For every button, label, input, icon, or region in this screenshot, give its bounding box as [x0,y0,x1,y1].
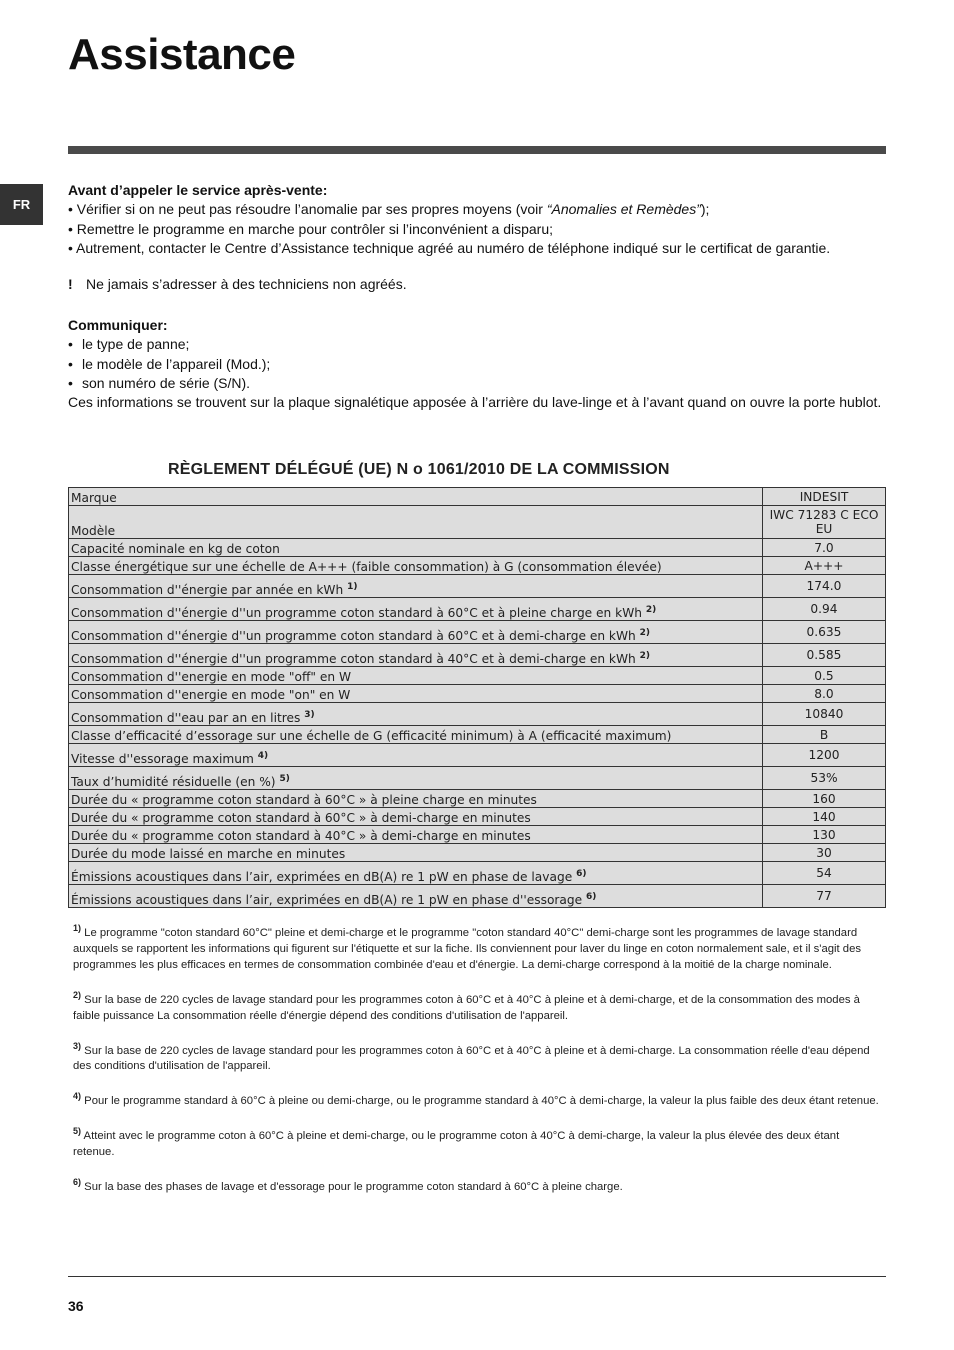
footnote [73,920,883,973]
footnote-ref: 1) [347,581,358,592]
table-row [69,667,886,685]
row-label [69,621,763,644]
communicate-section [68,316,888,412]
row-label [69,744,763,767]
table-row [69,575,886,598]
table-row [69,844,886,862]
bullet-text: le type de panne; [82,336,190,353]
table-row [69,644,886,667]
row-value: 0.635 [763,621,886,644]
page-number: 36 [68,1298,84,1314]
row-label [69,808,763,826]
row-label-text: Durée du mode laissé en marche en minutes [71,847,346,861]
table-row [69,539,886,557]
row-label-text: Consommation d''eau par an en litres [71,711,301,725]
row-value: 77 [763,885,886,908]
row-label [69,685,763,703]
footnote-mark: 5) [73,1126,82,1137]
table-row [69,621,886,644]
row-label [69,598,763,621]
row-value: 174.0 [763,575,886,598]
row-label [69,667,763,685]
row-label-text: Consommation d''énergie d''un programme coton standard à 40°C et à demi-charge en kWh [71,652,636,666]
row-label-text: Classe énergétique sur une échelle de A+++ (faible consommation) à G (consommation élevée) [71,560,662,574]
row-label [69,844,763,862]
row-value: 0.585 [763,644,886,667]
footnote-text: Le programme "coton standard 60°C" pleine et demi-charge et le programme "coton standard 40°C" demi-charge sont les programmes de lavage standard auxquels se rapportent les informations qui figurent sur l'étiquette et sur la fiche. Ils conviennent pour laver du linge en coton normalement sale, et il s'agit des programmes les plus efficaces en termes de consommation combinée d'eau et d'énergie. La demi-charge correspond à la moitié de la charge nominale. [73,926,862,971]
footnote-ref: 4) [257,750,269,761]
list-item: • le modèle de l’appareil (Mod.); [68,355,271,372]
table-row [69,557,886,575]
footnote-mark: 3) [73,1040,82,1051]
row-label [69,644,763,667]
row-value: A+++ [763,557,886,575]
warning-text: Ne jamais s’adresser à des techniciens non agréés. [86,276,407,292]
bullet-text: Remettre le programme en marche pour contrôler si l’inconvénient a disparu; [76,220,554,237]
row-value: 0.94 [763,598,886,621]
table-row [69,488,886,506]
footnote-mark: 6) [73,1176,82,1187]
row-label-text: Consommation d''énergie d''un programme coton standard à 60°C et à demi-charge en kWh [71,629,636,643]
table-row [69,506,886,539]
footnote-ref: 6) [586,891,597,902]
footnote-text: Sur la base des phases de lavage et d'essorage pour le programme coton standard à 60°C à pleine charge. [84,1180,623,1193]
row-value: 1200 [763,744,886,767]
footnote-text: Sur la base de 220 cycles de lavage standard pour les programmes coton à 60°C et à 40°C à pleine et à demi-charge, et de la consommation des modes à faible puissance La consommation réelle d'énergie dépend des conditions d'utilisation de l'appareil. [73,993,860,1022]
table-row [69,703,886,726]
footnote [73,987,883,1024]
row-value: B [763,726,886,744]
row-value: 7.0 [763,539,886,557]
footnote-ref: 2) [639,627,651,638]
bullet-tail: ); [700,201,710,218]
communicate-heading: Communiquer: [68,317,168,333]
row-label-text: Durée du « programme coton standard à 60°C » à demi-charge en minutes [71,811,531,825]
list-item: • Remettre le programme en marche pour contrôler si l’inconvénient a disparu; [68,220,554,237]
table-row [69,885,886,908]
row-label-text: Émissions acoustiques dans l’air, exprimées en dB(A) re 1 pW en phase d''essorage [71,893,583,907]
bullet-text: Vérifier si on ne peut pas résoudre l’anomalie par ses propres moyens (voir [76,201,547,218]
row-label-text: Consommation d''energie en mode "off" en W [71,670,351,684]
table-row [69,826,886,844]
row-label-text: Émissions acoustiques dans l’air, exprimées en dB(A) re 1 pW en phase de lavage [71,870,573,884]
table-row [69,744,886,767]
table-row [69,767,886,790]
row-value: 10840 [763,703,886,726]
row-label [69,557,763,575]
row-value: 0.5 [763,667,886,685]
row-value: 54 [763,862,886,885]
warning-note [68,276,407,292]
footnote-text: Atteint avec le programme coton à 60°C à pleine et demi-charge, ou le programme coton à 40°C à demi-charge, la valeur la plus élevée des deux étant retenue. [73,1129,840,1158]
row-label [69,790,763,808]
footnote-ref: 3) [304,709,315,720]
footnote-ref: 2) [645,604,657,615]
row-label-text: Consommation d''energie en mode "on" en W [71,688,351,702]
table-row [69,790,886,808]
row-label [69,862,763,885]
row-label-text: Consommation d''énergie par année en kWh [71,583,344,597]
row-label [69,506,763,539]
list-item: • le type de panne; [68,336,190,353]
row-value: 130 [763,826,886,844]
list-item: • Vérifier si on ne peut pas résoudre l’anomalie par ses propres moyens (voir “Anomalies et Remèdes”); [68,201,710,218]
table-row [69,598,886,621]
row-label [69,488,763,506]
row-value: 160 [763,790,886,808]
footnote-ref: 6) [576,868,587,879]
footnote-text: Pour le programme standard à 60°C à pleine ou demi-charge, ou le programme standard à 40°C à demi-charge, la valeur la plus faible des deux étant retenue. [84,1095,879,1108]
list-item: • Autrement, contacter le Centre d’Assistance technique agréé au numéro de téléphone indiqué sur le certificat de garantie. [68,239,831,256]
footnotes [73,920,883,1209]
row-label [69,726,763,744]
table-row [69,808,886,826]
list-item: • son numéro de série (S/N). [68,374,251,391]
row-label-text: Classe d’efficacité d’essorage sur une échelle de G (efficacité minimum) à A (efficacité maximum) [71,729,672,743]
table-row [69,862,886,885]
warning-icon: ! [68,276,73,292]
row-label-text: Consommation d''énergie d''un programme coton standard à 60°C et à pleine charge en kWh [71,606,642,620]
footnote-mark: 4) [73,1091,82,1102]
row-label [69,767,763,790]
title-divider [68,146,886,154]
row-label-text: Vitesse d''essorage maximum [71,752,254,766]
communicate-paragraph: Ces informations se trouvent sur la plaque signalétique apposée à l’arrière du lave-linge et à l’avant quand on ouvre la porte hublot. [68,394,882,411]
row-value: 8.0 [763,685,886,703]
row-label-text: Capacité nominale en kg de coton [71,542,280,556]
footnote-ref: 2) [639,650,651,661]
footnote [73,1123,883,1160]
footnote [73,1038,883,1075]
footnote-text: Sur la base de 220 cycles de lavage standard pour les programmes coton à 60°C et à 40°C à pleine et à demi-charge. La consommation réelle d'eau dépend des conditions d'utilisation de l'appareil. [73,1044,870,1073]
row-label-text: Taux d’humidité résiduelle (en %) [71,775,276,789]
row-label [69,703,763,726]
row-label-text: Durée du « programme coton standard à 40°C » à demi-charge en minutes [71,829,531,843]
footnote-mark: 1) [73,923,82,933]
bullet-italic-ref: “Anomalies et Remèdes” [546,201,701,218]
row-label [69,885,763,908]
row-label [69,826,763,844]
row-value: 140 [763,808,886,826]
bullet-text: Autrement, contacter le Centre d’Assistance technique agréé au numéro de téléphone indiqué sur le certificat de garantie. [76,239,831,256]
bullet-text: le modèle de l’appareil (Mod.); [82,355,271,372]
row-value: 53% [763,767,886,790]
before-call-section [68,181,888,258]
footer-divider [68,1276,886,1277]
language-tab: FR [0,184,43,225]
bullet-text: son numéro de série (S/N). [82,374,251,391]
row-value: IWC 71283 C ECO EU [763,506,886,539]
table-row [69,685,886,703]
footnote [73,1088,883,1109]
footnote-ref: 5) [279,773,290,784]
row-value: INDESIT [763,488,886,506]
row-label-text: Marque [71,491,117,505]
page-title: Assistance [68,30,296,79]
row-label-text: Durée du « programme coton standard à 60°C » à pleine charge en minutes [71,793,537,807]
row-value: 30 [763,844,886,862]
row-label [69,575,763,598]
row-label-text: Modèle [71,524,116,538]
before-call-heading: Avant d’appeler le service après-vente: [68,182,328,198]
regulation-table [68,487,886,908]
regulation-title: RÈGLEMENT DÉLÉGUÉ (UE) N o 1061/2010 DE LA COMMISSION [168,461,670,478]
footnote-mark: 2) [73,989,82,1000]
table-row [69,726,886,744]
row-label [69,539,763,557]
footnote [73,1174,883,1195]
